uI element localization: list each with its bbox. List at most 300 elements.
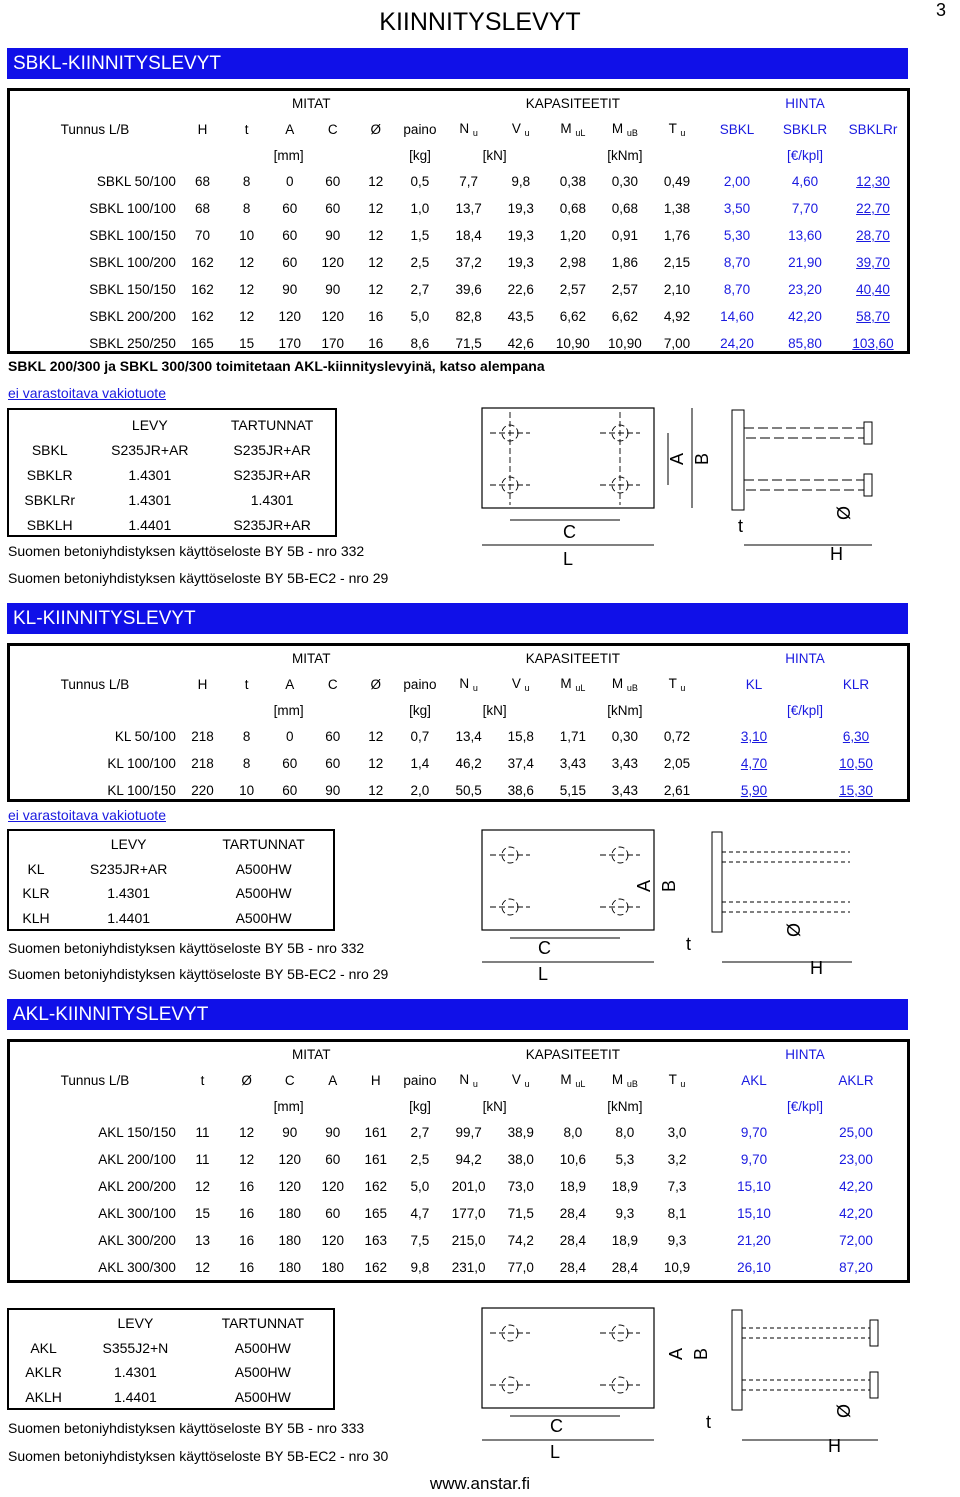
cell: 180: [278, 1206, 301, 1221]
col-cap-2: M $_{uL}$: [560, 120, 586, 138]
cell: 5,15: [559, 783, 586, 798]
material-cell: 1.4401: [107, 909, 151, 926]
cell: 10: [239, 228, 255, 243]
material-cell: A500HW: [234, 1364, 291, 1381]
col-price-1: SBKLR: [782, 121, 828, 137]
cell: 10,6: [559, 1152, 586, 1167]
material-row: [9, 906, 333, 931]
cell: 16: [239, 1179, 255, 1194]
col-5: paino: [403, 676, 437, 692]
material-row: [9, 857, 333, 882]
cell: 12: [239, 255, 255, 270]
mat-head-tartunnat: TARTUNNAT: [222, 836, 305, 853]
col-price-0: KL: [745, 676, 763, 692]
table-row: [10, 330, 907, 357]
cell: 231,0: [451, 1260, 486, 1275]
cell: 42,20: [839, 1206, 873, 1221]
cell: 0,30: [611, 729, 639, 744]
cell: 8: [242, 756, 251, 771]
cell: 16: [239, 1233, 255, 1248]
cell: 9,8: [410, 1260, 430, 1275]
group-mitat: MITAT: [291, 650, 331, 666]
mat-blank: [9, 412, 90, 437]
cell: 39,6: [455, 282, 482, 297]
table-row: [10, 1173, 907, 1200]
cell: 21,20: [737, 1233, 771, 1248]
page-number: 3: [935, 0, 946, 20]
material-cell: S235JR+AR: [233, 516, 311, 533]
col-1: t: [244, 121, 249, 137]
cell: 2,61: [663, 783, 691, 798]
subscript: u: [472, 682, 478, 693]
row-name: KL 100/150: [107, 783, 176, 798]
cell: 58,70: [856, 309, 890, 324]
cell: 2,7: [410, 282, 430, 297]
cell: 177,0: [451, 1206, 486, 1221]
row-name: AKL 200/200: [98, 1179, 176, 1194]
cell: 82,8: [455, 309, 482, 324]
cell: 2,57: [559, 282, 586, 297]
cell: 3,50: [723, 201, 751, 216]
cell: 165: [191, 336, 214, 351]
cell: 162: [364, 1260, 388, 1275]
cell: 12: [368, 174, 384, 189]
cell: 60: [282, 783, 298, 798]
cell: 68: [195, 174, 211, 189]
group-kapasiteetit: KAPASITEETIT: [525, 650, 620, 666]
col-3: C: [327, 676, 338, 692]
cell: 94,2: [455, 1152, 482, 1167]
cell: 6,62: [611, 309, 639, 324]
cell: 60: [282, 201, 298, 216]
group-mitat: MITAT: [291, 1046, 331, 1062]
cell: 13,4: [455, 729, 482, 744]
material-cell: 1.4301: [250, 491, 294, 508]
cell: 3,10: [740, 729, 768, 744]
cell: 2,57: [611, 282, 639, 297]
row-name: SBKL 100/200: [89, 255, 176, 270]
material-cell: AKLH: [25, 1388, 62, 1405]
unit-knm: [kNm]: [607, 702, 643, 718]
cell: 2,10: [663, 282, 691, 297]
material-row: [9, 881, 333, 906]
material-cell: KL: [27, 860, 45, 877]
row-name: SBKL 200/200: [89, 309, 176, 324]
akl-ref2: Suomen betoniyhdistyksen käyttöseloste BY 5B-EC2 - nro 30: [8, 1448, 389, 1464]
col-cap-2: M $_{uL}$: [560, 1071, 586, 1089]
cell: 99,7: [455, 1125, 482, 1140]
unit-kn: [kN]: [482, 1098, 507, 1114]
table-row: [10, 168, 907, 195]
cell: 8: [242, 729, 251, 744]
col-price-1: AKLR: [838, 1072, 874, 1088]
kl-section-header: KL-KIINNITYSLEVYT: [7, 603, 908, 634]
cell: 161: [364, 1125, 388, 1140]
cell: 77,0: [507, 1260, 534, 1275]
subscript: u: [524, 1078, 530, 1089]
cell: 60: [325, 756, 341, 771]
row-name: SBKL 150/150: [89, 282, 176, 297]
kl-material-table: [9, 832, 333, 930]
cell: 161: [364, 1152, 388, 1167]
cell: 7,5: [410, 1233, 430, 1248]
unit-knm: [kNm]: [607, 147, 643, 163]
material-cell: S235JR+AR: [89, 860, 168, 877]
cell: 0,49: [663, 174, 691, 189]
footer-url[interactable]: www.anstar.fi: [429, 1474, 531, 1493]
subscript: u: [680, 1078, 686, 1089]
label-L: L: [563, 549, 574, 569]
cell: 12,30: [856, 174, 890, 189]
subscript: uB: [626, 127, 638, 138]
sbkl-stock-note[interactable]: ei varastoitava vakiotuote: [8, 385, 166, 401]
group-kapasiteetit: KAPASITEETIT: [525, 95, 620, 111]
anchor-marks: [490, 412, 640, 505]
label-A: A: [667, 452, 687, 465]
unit-price: [€/kpl]: [787, 1098, 824, 1114]
subscript: u: [680, 127, 686, 138]
label-phi: Ø: [834, 1403, 854, 1418]
cell: 10,90: [608, 336, 642, 351]
cell: 28,70: [856, 228, 890, 243]
cell: 12: [368, 783, 384, 798]
cell: 201,0: [451, 1179, 486, 1194]
col-2: A: [285, 676, 295, 692]
material-cell: S235JR+AR: [233, 441, 311, 458]
cell: 4,92: [663, 309, 691, 324]
subscript: u: [472, 1078, 478, 1089]
cell: 12: [195, 1260, 211, 1275]
cell: 180: [321, 1260, 345, 1275]
cell: 120: [321, 309, 345, 324]
kl-diagram: [470, 822, 900, 987]
cell: 5,90: [740, 783, 768, 798]
subscript: u: [472, 127, 478, 138]
col-0: H: [197, 676, 208, 692]
cell: 1,5: [410, 228, 430, 243]
cell: 43,5: [507, 309, 534, 324]
cell: 0,68: [559, 201, 586, 216]
table-row: [10, 723, 907, 750]
subscript: uB: [626, 682, 638, 693]
cell: 60: [325, 1152, 341, 1167]
cell: 12: [368, 201, 384, 216]
cell: 26,10: [737, 1260, 771, 1275]
col-cap-0: N $_u$: [459, 120, 478, 138]
material-cell: A500HW: [234, 1388, 291, 1405]
cell: 90: [282, 282, 298, 297]
cell: 6,30: [842, 729, 870, 744]
cell: 71,5: [455, 336, 482, 351]
col-0: t: [200, 1072, 205, 1088]
header-blank: [10, 1041, 180, 1067]
cell: 25,00: [839, 1125, 873, 1140]
subscript: uB: [626, 1078, 638, 1089]
row-name: SBKL 100/100: [89, 201, 176, 216]
material-cell: A500HW: [235, 885, 292, 902]
cell: 15: [195, 1206, 211, 1221]
cell: 7,00: [663, 336, 691, 351]
table-row: [10, 1146, 907, 1173]
label-A: A: [634, 879, 654, 892]
cell: 90: [325, 282, 341, 297]
cell: 23,00: [839, 1152, 873, 1167]
cell: 180: [278, 1233, 301, 1248]
cell: 218: [191, 729, 214, 744]
cell: 5,30: [723, 228, 751, 243]
label-C: C: [538, 938, 551, 958]
label-H: H: [830, 544, 843, 564]
cell: 3,0: [667, 1125, 687, 1140]
material-row: [9, 1336, 333, 1361]
cell: 22,70: [856, 201, 890, 216]
cell: 15: [239, 336, 255, 351]
cell: 14,60: [720, 309, 754, 324]
cell: 28,4: [559, 1260, 586, 1275]
cell: 0,68: [611, 201, 639, 216]
material-row: [9, 437, 335, 462]
cell: 1,76: [663, 228, 691, 243]
akl-diagram: [470, 1300, 900, 1465]
mat-blank: [9, 1311, 78, 1336]
cell: 90: [325, 1125, 341, 1140]
row-name: SBKL 250/250: [89, 336, 176, 351]
group-hinta: HINTA: [785, 1046, 825, 1062]
cell: 2,5: [410, 1152, 430, 1167]
anchor-marks: [490, 847, 640, 915]
cell: 120: [278, 309, 301, 324]
kl-ref1: Suomen betoniyhdistyksen käyttöseloste BY 5B - nro 332: [8, 940, 365, 956]
material-cell: 1.4301: [128, 491, 172, 508]
mat-blank: [9, 832, 63, 857]
row-name: SBKL 100/150: [89, 228, 176, 243]
label-phi: Ø: [784, 922, 804, 937]
table-row: [10, 1254, 907, 1281]
cell: 16: [368, 336, 384, 351]
cell: 8,0: [563, 1125, 583, 1140]
cell: 215,0: [451, 1233, 486, 1248]
col-4: H: [370, 1072, 381, 1088]
mat-head-levy: LEVY: [117, 1315, 154, 1332]
kl-stock-note[interactable]: ei varastoitava vakiotuote: [8, 807, 166, 823]
unit-price: [€/kpl]: [787, 147, 824, 163]
cell: 15,8: [507, 729, 534, 744]
cell: 162: [364, 1179, 388, 1194]
label-B: B: [691, 1347, 711, 1360]
cell: 120: [321, 1179, 345, 1194]
unit-price: [€/kpl]: [787, 702, 824, 718]
col-3: C: [327, 121, 338, 137]
cell: 1,38: [663, 201, 691, 216]
cell: 12: [368, 756, 384, 771]
table-row: [10, 222, 907, 249]
cell: 60: [325, 1206, 341, 1221]
cell: 28,4: [559, 1206, 586, 1221]
table-row: [10, 303, 907, 330]
cell: 60: [325, 729, 341, 744]
cell: 2,05: [663, 756, 691, 771]
cell: 1,71: [559, 729, 586, 744]
cell: 28,4: [559, 1233, 586, 1248]
unit-mm: [mm]: [273, 147, 304, 163]
page-title: KIINNITYSLEVYT: [379, 8, 581, 36]
cell: 5,3: [615, 1152, 635, 1167]
subscript: u: [680, 682, 686, 693]
cell: 15,10: [737, 1179, 771, 1194]
col-4: Ø: [370, 676, 382, 692]
cell: 50,5: [455, 783, 482, 798]
unit-mm: [mm]: [273, 702, 304, 718]
side-plate: [732, 1310, 742, 1410]
row-name: AKL 150/150: [98, 1125, 176, 1140]
unit-kg: [kg]: [409, 1098, 431, 1114]
group-kapasiteetit: KAPASITEETIT: [525, 1046, 620, 1062]
col-cap-3: M $_{uB}$: [611, 1071, 638, 1089]
cell: 3,43: [611, 756, 639, 771]
cell: 8: [242, 201, 251, 216]
label-A: A: [666, 1347, 686, 1360]
cell: 2,7: [410, 1125, 430, 1140]
cell: 60: [325, 174, 341, 189]
side-stud-top: [744, 428, 864, 438]
cell: 60: [325, 201, 341, 216]
cell: 22,6: [507, 282, 534, 297]
cell: 6,62: [559, 309, 586, 324]
sbkl-diagram: [470, 400, 900, 575]
cell: 165: [364, 1206, 388, 1221]
cell: 4,7: [410, 1206, 430, 1221]
cell: 42,20: [788, 309, 822, 324]
material-cell: AKLR: [25, 1364, 62, 1381]
cell: 7,3: [667, 1179, 687, 1194]
material-cell: KLH: [22, 909, 50, 926]
side-stud-bottom: [744, 480, 864, 490]
cell: 74,2: [507, 1233, 534, 1248]
col-1: Ø: [241, 1072, 252, 1088]
kl-table: [10, 645, 907, 804]
akl-section-header: AKL-KIINNITYSLEVYT: [7, 999, 908, 1030]
cell: 0,91: [611, 228, 639, 243]
label-L: L: [538, 964, 549, 984]
table-row: [10, 1200, 907, 1227]
material-cell: SBKLRr: [24, 491, 75, 508]
subscript: uL: [575, 1078, 586, 1089]
material-cell: S355J2+N: [102, 1339, 169, 1356]
subscript: uL: [575, 127, 586, 138]
label-B: B: [659, 879, 679, 892]
cell: 3,43: [611, 783, 639, 798]
cell: 23,20: [788, 282, 822, 297]
cell: 28,4: [611, 1260, 639, 1275]
row-name: KL 50/100: [114, 729, 176, 744]
col-cap-1: V $_u$: [511, 120, 530, 138]
label-t: t: [706, 1412, 712, 1432]
cell: 85,80: [788, 336, 822, 351]
anchor-marks: [490, 1325, 640, 1393]
material-cell: KLR: [22, 885, 50, 902]
cell: 12: [239, 1125, 255, 1140]
label-t: t: [686, 934, 692, 954]
cell: 72,00: [839, 1233, 873, 1248]
material-cell: A500HW: [235, 909, 292, 926]
col-cap-0: N $_u$: [459, 675, 478, 693]
sbkl-ref2: Suomen betoniyhdistyksen käyttöseloste BY 5B-EC2 - nro 29: [8, 570, 389, 586]
col-cap-2: M $_{uL}$: [560, 675, 586, 693]
material-cell: SBKL: [31, 441, 68, 458]
mat-head-tartunnat: TARTUNNAT: [230, 416, 314, 433]
header-blank: [10, 90, 180, 116]
cell: 42,20: [839, 1179, 873, 1194]
col-price-2: SBKLRr: [848, 121, 898, 137]
group-mitat: MITAT: [291, 95, 331, 111]
cell: 40,40: [856, 282, 890, 297]
cell: 15,30: [839, 783, 873, 798]
cell: 19,3: [507, 255, 534, 270]
cell: 68: [195, 201, 211, 216]
cell: 1,0: [410, 201, 430, 216]
cell: 3,43: [559, 756, 586, 771]
side-plate: [732, 410, 744, 510]
cell: 90: [325, 783, 341, 798]
material-cell: 1.4301: [107, 885, 151, 902]
cell: 10: [239, 783, 255, 798]
unit-kg: [kg]: [409, 147, 431, 163]
cell: 0,72: [663, 729, 691, 744]
cell: 18,9: [611, 1233, 639, 1248]
row-name: AKL 300/200: [98, 1233, 176, 1248]
cell: 21,90: [788, 255, 822, 270]
unit-blank: [10, 1093, 180, 1119]
sbkl-section-header: SBKL-KIINNITYSLEVYT: [7, 48, 908, 79]
label-L: L: [550, 1442, 561, 1462]
cell: 7,70: [791, 201, 819, 216]
cell: 8,0: [615, 1125, 635, 1140]
subscript: uL: [575, 682, 586, 693]
stud-head-bottom: [864, 474, 872, 496]
material-row: [9, 512, 335, 537]
table-row: [10, 1227, 907, 1254]
material-cell: SBKLR: [26, 466, 73, 483]
sbkl-ref1: Suomen betoniyhdistyksen käyttöseloste BY 5B - nro 332: [8, 543, 365, 559]
label-C: C: [550, 1416, 563, 1436]
akl-material-table: [9, 1311, 333, 1409]
material-cell: S235JR+AR: [111, 441, 189, 458]
cell: 38,9: [507, 1125, 534, 1140]
unit-knm: [kNm]: [607, 1098, 643, 1114]
cell: 120: [278, 1179, 301, 1194]
sbkl-material-table: [9, 412, 335, 537]
cell: 8,70: [723, 282, 751, 297]
cell: 10,9: [663, 1260, 691, 1275]
sbkl-table: [10, 90, 907, 357]
cell: 5,0: [410, 1179, 430, 1194]
col-2: C: [284, 1072, 295, 1088]
cell: 37,2: [455, 255, 482, 270]
cell: 7,7: [459, 174, 479, 189]
cell: 13: [195, 1233, 211, 1248]
unit-mm: [mm]: [273, 1098, 304, 1114]
cell: 11: [195, 1125, 210, 1140]
cell: 220: [191, 783, 214, 798]
material-cell: 1.4301: [113, 1364, 157, 1381]
material-cell: SBKLH: [26, 516, 73, 533]
mat-head-levy: LEVY: [131, 416, 168, 433]
cell: 180: [278, 1260, 301, 1275]
cell: 19,3: [507, 228, 534, 243]
cell: 71,5: [507, 1206, 534, 1221]
header-blank: [10, 645, 180, 671]
cell: 60: [282, 228, 298, 243]
